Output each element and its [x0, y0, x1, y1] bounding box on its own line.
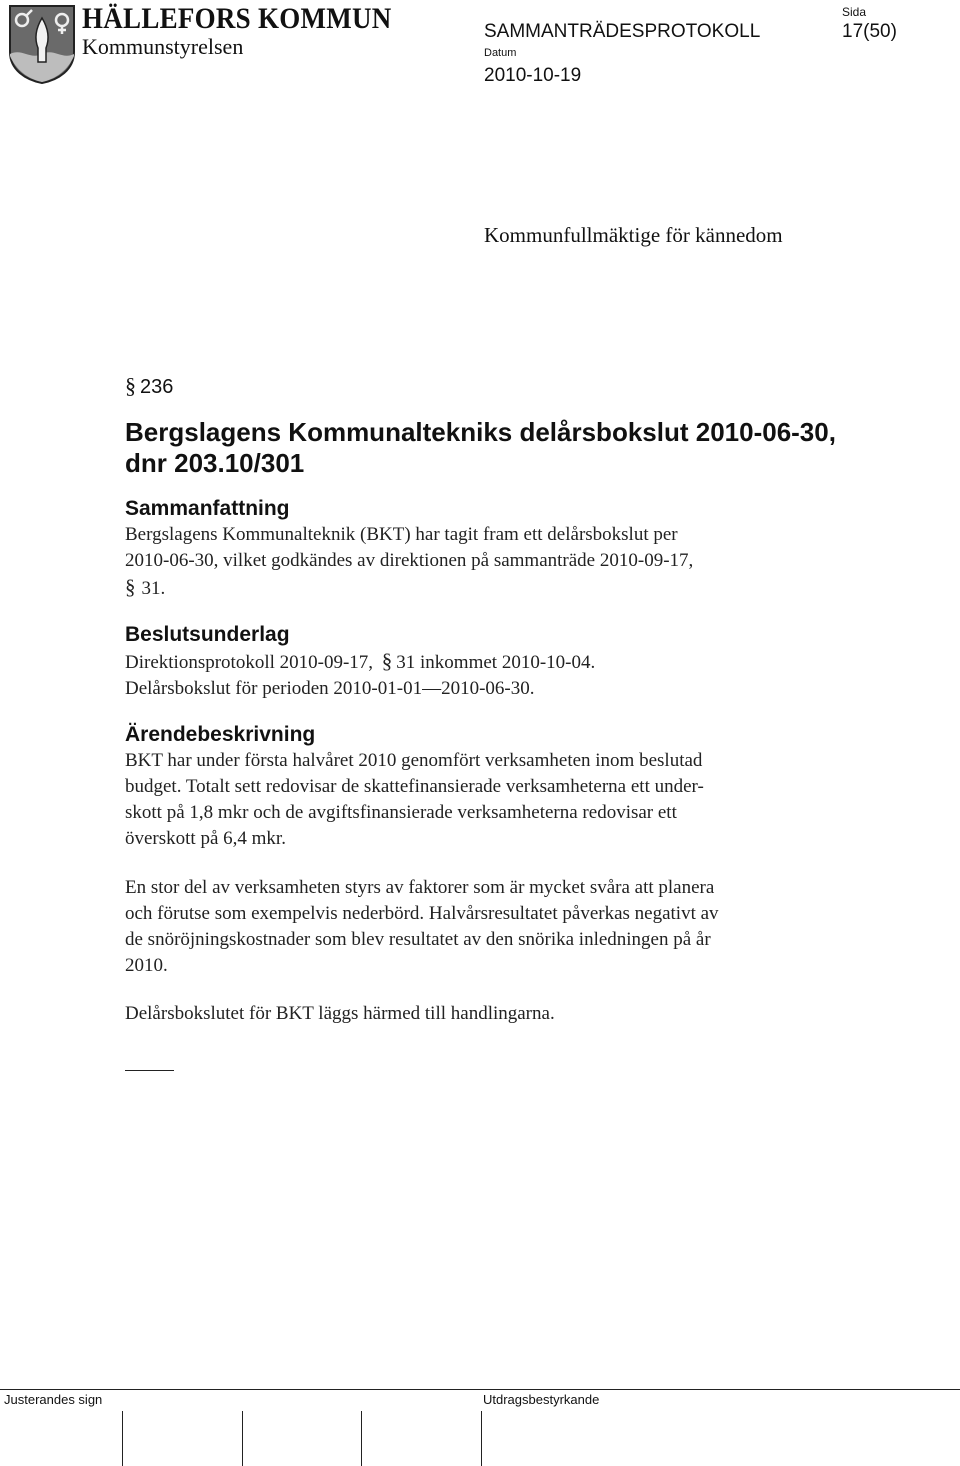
footer-certification-label: Utdragsbestyrkande — [483, 1392, 600, 1407]
description-p2-line-1: En stor del av verksamheten styrs av faktorer som är mycket svåra att planera — [125, 877, 715, 898]
summary-heading: Sammanfattning — [125, 497, 290, 520]
summary-block — [125, 496, 825, 602]
summary-text — [125, 522, 825, 602]
description-p1-line-1: BKT har under första halvåret 2010 genomfört verksamheten inom beslutad — [125, 750, 703, 771]
page-number: 17(50) — [842, 21, 897, 42]
summary-line-3: § 31. — [125, 575, 166, 599]
basis-block — [125, 622, 825, 702]
description-p2-line-3: de snöröjningskostnader som blev resultatet av den snörika inledningen på år — [125, 929, 711, 950]
page-label: Sida — [842, 5, 867, 19]
signature-box-divider — [361, 1411, 362, 1466]
description-p1-line-3: skott på 1,8 mkr och de avgiftsfinansierade verksamheterna redovisar ett — [125, 802, 677, 823]
date-label: Datum — [484, 47, 517, 59]
description-heading: Ärendebeskrivning — [125, 723, 316, 746]
footer-initials-label: Justerandes sign — [4, 1392, 103, 1407]
signature-box-divider — [242, 1411, 243, 1466]
footer-divider — [0, 1389, 960, 1390]
description-paragraph-3: Delårsbokslutet för BKT läggs härmed till handlingarna. — [125, 1003, 555, 1024]
basis-line-2: Delårsbokslut för perioden 2010-01-01—2010-06-30. — [125, 678, 535, 699]
recipient-line: Kommunfullmäktige för kännedom — [484, 223, 783, 247]
basis-text — [125, 648, 825, 702]
basis-heading: Beslutsunderlag — [125, 623, 290, 646]
signature-box-divider — [481, 1411, 482, 1466]
section-title — [125, 417, 885, 479]
section-title-line-1: Bergslagens Kommunaltekniks delårsbokslut 2010-06-30, — [125, 417, 836, 447]
basis-line-1: Direktionsprotokoll 2010-09-17, § 31 inkommet 2010-10-04. — [125, 649, 596, 673]
section-title-line-2: dnr 203.10/301 — [125, 448, 305, 478]
description-p2-line-4: 2010. — [125, 955, 168, 976]
section-number — [125, 373, 173, 399]
section-sign: § — [381, 649, 393, 673]
description-p1-line-4: överskott på 6,4 mkr. — [125, 828, 286, 849]
section-sign: § — [125, 373, 136, 398]
date-value: 2010-10-19 — [484, 65, 582, 86]
description-p1-line-2: budget. Totalt sett redovisar de skattefinansierade verksamheterna ett under- — [125, 776, 704, 797]
description-paragraph-2 — [125, 875, 835, 979]
organization-name: HÄLLEFORS KOMMUN — [82, 2, 392, 35]
signature-box-divider — [122, 1411, 123, 1466]
description-p2-line-2: och förutse som exempelvis nederbörd. Halvårsresultatet påverkas negativt av — [125, 903, 719, 924]
end-of-section-rule — [125, 1070, 174, 1071]
section-number-value: 236 — [140, 376, 174, 398]
description-paragraph-1 — [125, 748, 835, 852]
summary-line-1: Bergslagens Kommunalteknik (BKT) har tagit fram ett delårsbokslut per — [125, 524, 678, 545]
summary-line-2: 2010-06-30, vilket godkändes av direktionen på sammanträde 2010-09-17, — [125, 550, 694, 571]
description-block — [125, 722, 835, 852]
document-type: SAMMANTRÄDESPROTOKOLL — [484, 21, 761, 42]
coat-of-arms-icon — [8, 4, 76, 84]
organization-unit: Kommunstyrelsen — [82, 34, 244, 59]
section-sign: § — [125, 575, 136, 599]
